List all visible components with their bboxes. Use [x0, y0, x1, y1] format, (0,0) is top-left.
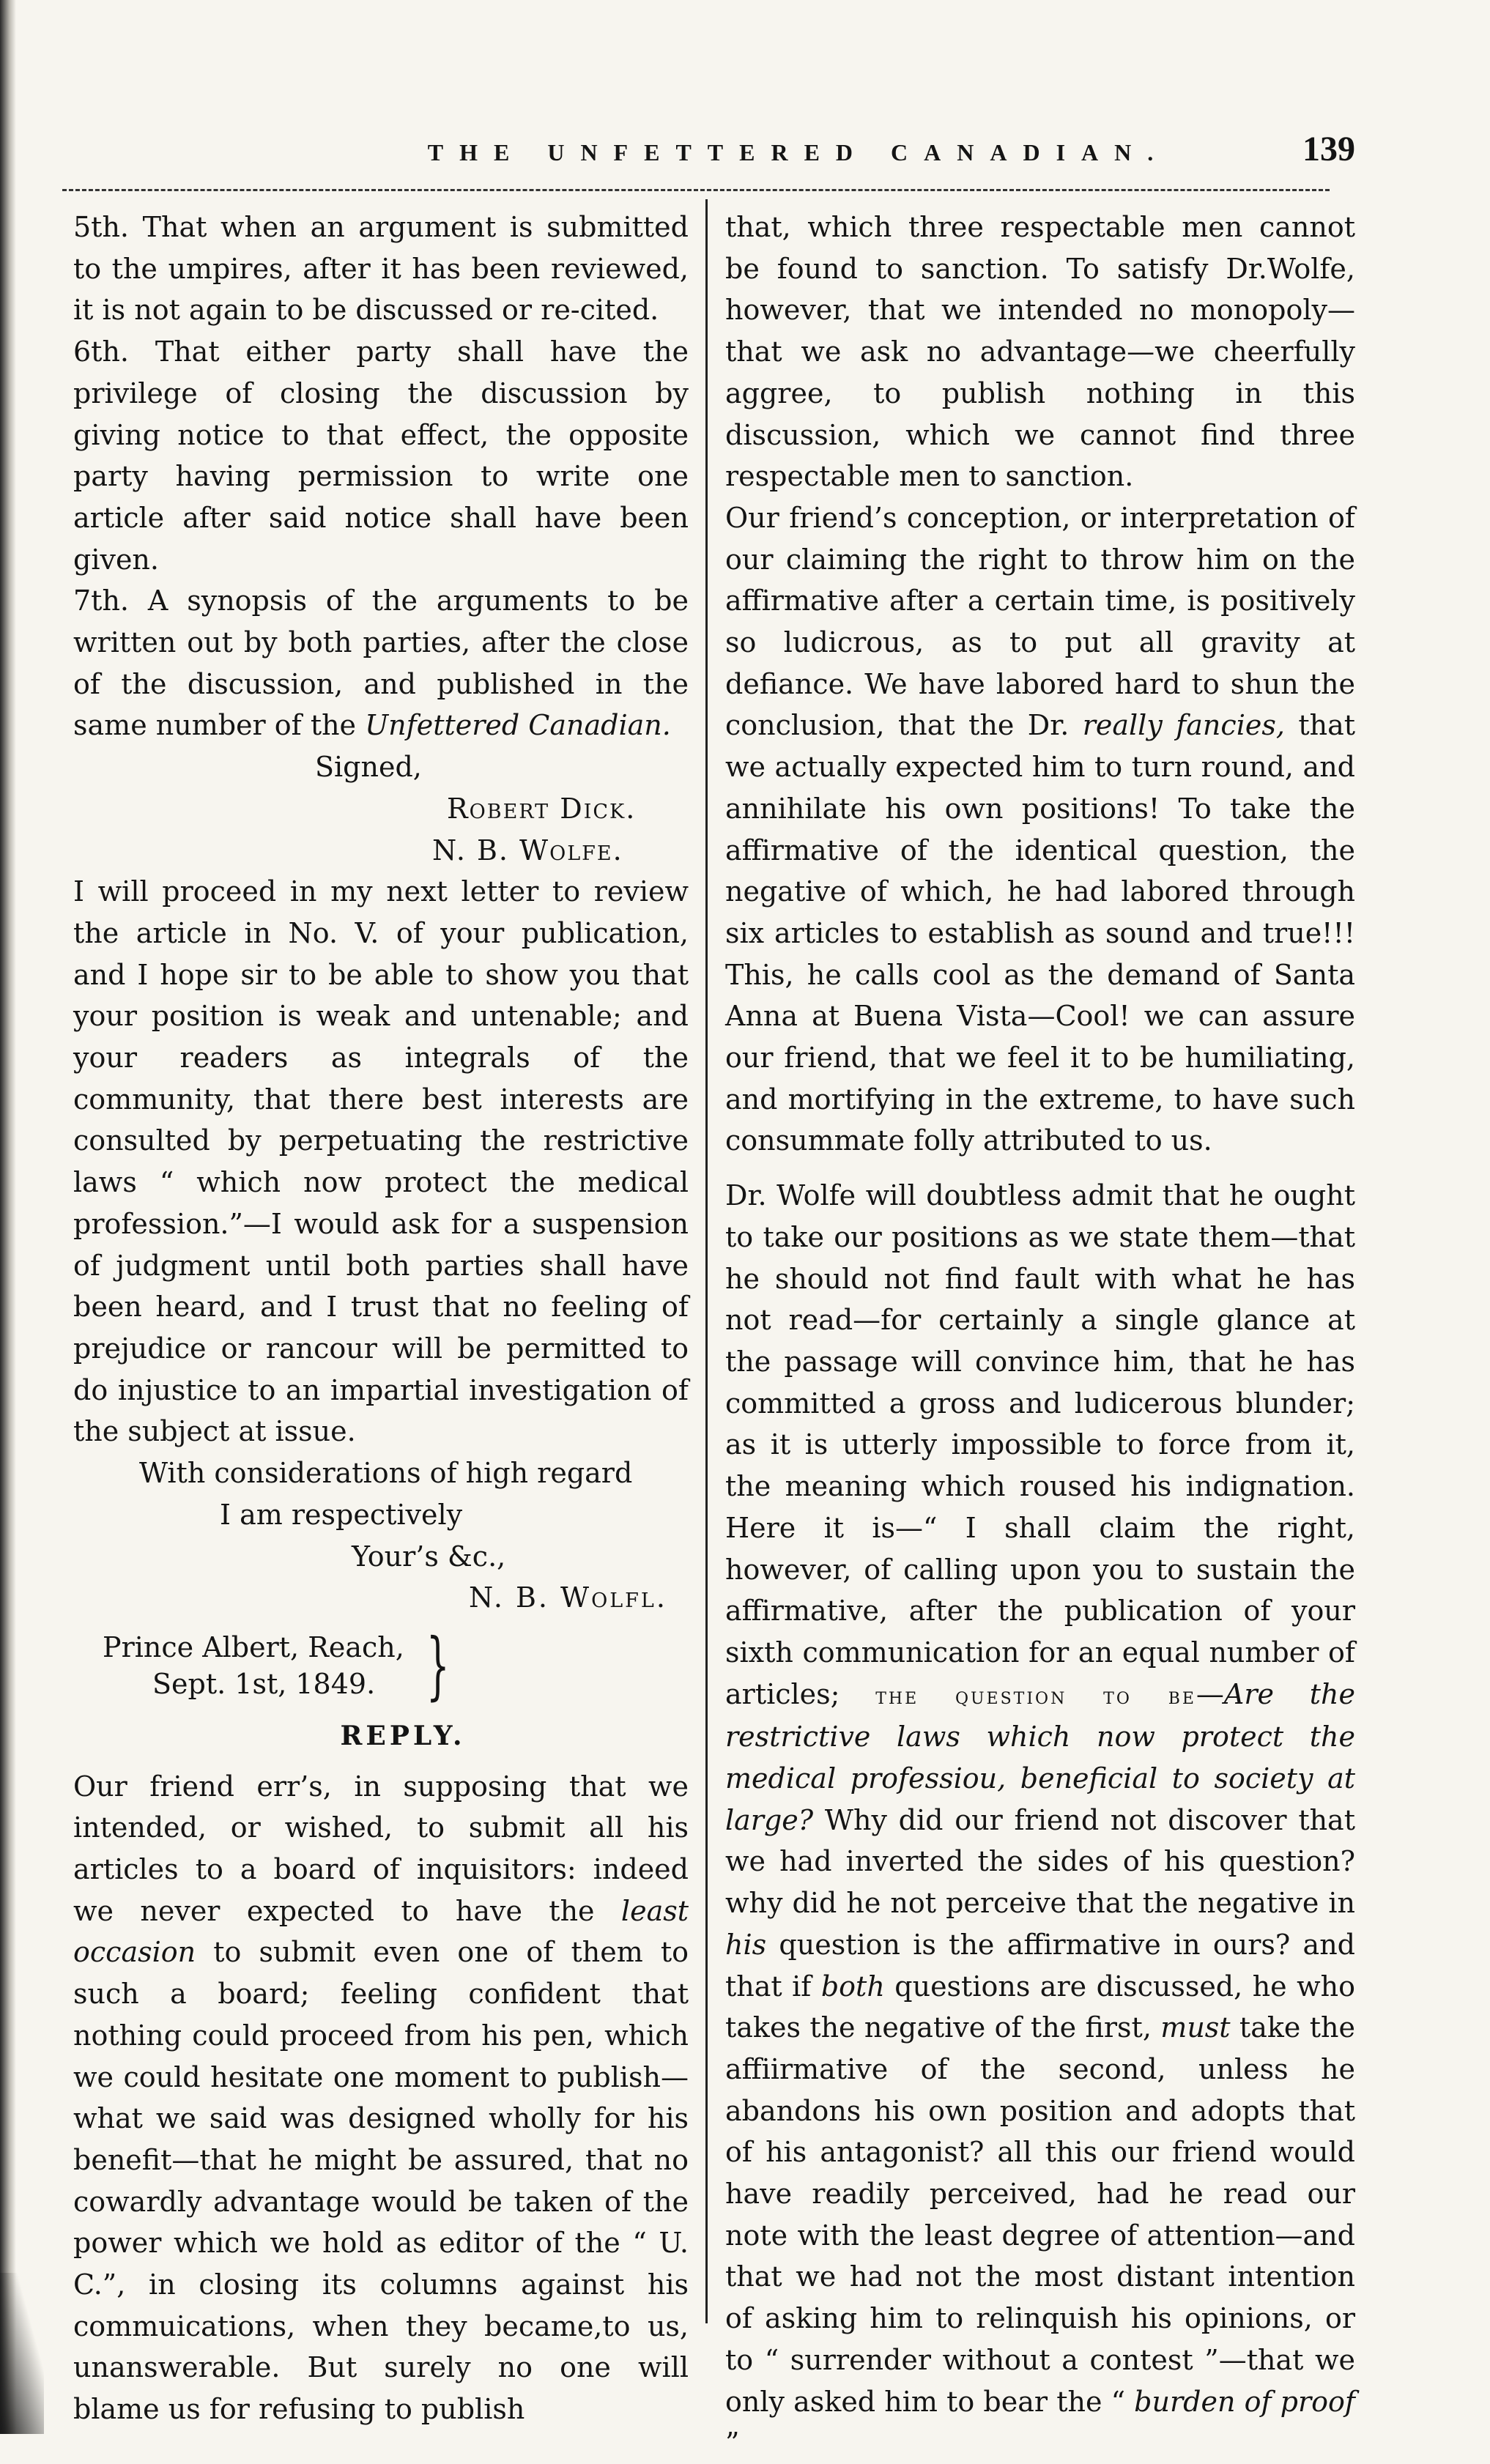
- publication-title: Unfettered Canadian.: [365, 709, 671, 742]
- left-column: [73, 207, 689, 2430]
- header-rule: [62, 189, 1330, 191]
- p3-dash: —: [1196, 1677, 1224, 1710]
- brace-glyph: }: [426, 1622, 450, 1708]
- p2-text-2: that we actually expected him to turn round, and annihilate his own positions! To take the affirmative of the identical question, the negative of which, he had labored through six articles to establish as sound and true!!! This, he calls cool as the demand of Santa Anna at Buena Vista—Cool! we can assure our friend, that we feel it to be humiliating, and mortifying in the extreme, to have such consummate folly attributed to us.: [725, 709, 1356, 1157]
- p2-emphasis: really fancies,: [1082, 709, 1285, 742]
- closing-regards: With considerations of high regard: [139, 1457, 633, 1490]
- reply-heading: REPLY.: [340, 1720, 466, 1751]
- page-number: 139: [1302, 130, 1355, 168]
- p3-emphasis-burden: burden of proof: [1134, 2385, 1355, 2418]
- reply-text-1: Our friend err’s, in supposing that we intended, or wished, to submit all his articles to a board of inquisitors: indeed we never expected to have the: [73, 1770, 689, 1927]
- page-corner-shadow: [0, 2273, 44, 2434]
- closing-yours: Your’s &c.,: [352, 1540, 506, 1573]
- reply-text-2: to submit even one of them to such a board; feeling confident that nothing could proceed from his pen, which we could hesitate one moment to publish—what we said was designed wholly for his benefit—that he might be assured, that no cowardly advantage would be taken of the power which we hold as editor of the “ U. C.”, in closing its columns against his commuications, when they became,to us, unanswerable. But surely no one will blame us for refusing to publish: [73, 1936, 689, 2426]
- place-line: Prince Albert, Reach,: [103, 1630, 404, 1663]
- reply-paragraph: [73, 1766, 689, 2430]
- p3-small-caps: the question to be: [875, 1681, 1196, 1710]
- running-title: THE UNFETTERED CANADIAN.: [427, 139, 1170, 166]
- right-paragraph-2: [725, 497, 1355, 1162]
- p3-text-4: questions are discussed, he who takes the negative of the first,: [725, 1970, 1355, 2044]
- p2-text-1: Our friend’s conception, or interpretation of our claiming the right to throw him on the affirmative after a certain time, is positively so ludicrous, as to put all gravity at defiance. We have labored hard to shun the conclusion, that the Dr.: [725, 501, 1355, 742]
- rule-7-paragraph: [73, 580, 689, 746]
- right-column: [725, 207, 1355, 2464]
- letter-paragraph: I will proceed in my next letter to review the article in No. V. of your publication, and I hope sir to be able to show you that your position is weak and untenable; and your readers as integrals of the community, that there best interests are consulted by perpetuating the restrictive laws “ which now protect the medical profession.”—I would ask for a suspension of judgment until both parties shall have been heard, and I trust that no feeling of prejudice or rancour will be permitted to do injustice to an impartial investigation of the subject at issue.: [73, 875, 689, 1448]
- p3-end-quote: ”: [725, 2427, 740, 2460]
- place-date-block: [73, 1622, 689, 1708]
- p3-question-italic: Are the restrictive laws which now protect the medical professiou, beneficial to society at large?: [725, 1677, 1355, 1836]
- signer-wolfe: N. B. Wolfe.: [432, 834, 623, 867]
- right-paragraph-1: that, which three respectable men cannot be found to sanction. To satisfy Dr.Wolfe, however, that we intended no monopoly—that we ask no advantage—we cheerfully aggree, to publish nothing in this discussion, which we cannot find three respectable men to sanction.: [725, 211, 1355, 493]
- rule-5-paragraph: 5th. That when an argument is submitted to the umpires, after it has been reviewed, it is not again to be discussed or re-cited.: [73, 211, 689, 327]
- reply-emphasis: least occasion: [73, 1894, 689, 1969]
- signed-label: Signed,: [315, 751, 422, 784]
- date-line: Sept. 1st, 1849.: [152, 1667, 376, 1700]
- p3-text-2: Why did our friend not discover that we had inverted the sides of his question? why did he not perceive that the negative in: [725, 1803, 1355, 1920]
- p3-text-3: question is the affirmative in ours? and that if: [725, 1928, 1355, 2003]
- closing-signature: N. B. Wolfl.: [469, 1581, 667, 1614]
- p3-emphasis-both: both: [820, 1970, 885, 2003]
- p3-emphasis-his: his: [725, 1928, 767, 1961]
- p3-text-1: Dr. Wolfe will doubtless admit that he ought to take our positions as we state them—that he should not find fault with what he has not read—for certainly a single glance at the passage will convince him, that he has committed a gross and ludicerous blunder; as it is utterly impossible to force from it, the meaning which roused his indignation. Here it is—“ I shall claim the right, however, of calling upon you to sustain the affirmative, after the publication of your sixth communication for an equal number of articles;: [725, 1179, 1355, 1710]
- rule-7-text: 7th. A synopsis of the arguments to be written out by both parties, after the close of the discussion, and published in the same number of the: [73, 585, 689, 742]
- right-paragraph-3: [725, 1175, 1355, 2464]
- p3-text-5: take the affiirmative of the second, unless he abandons his own position and adopts that of his antagonist? all this our friend would have readily perceived, had he read our note with the least degree of attention—and that we had not the most distant intention of asking him to relinquish his opinions, or to “ surrender without a contest ”—that we only asked him to bear the “: [725, 2011, 1355, 2418]
- column-divider: [705, 199, 708, 2323]
- closing-respectively: I am respectively: [220, 1498, 463, 1531]
- p3-emphasis-must: must: [1160, 2011, 1231, 2044]
- signer-robert-dick: Robert Dick.: [447, 792, 637, 825]
- page-header: [183, 130, 1355, 183]
- rule-6-paragraph: 6th. That either party shall have the privilege of closing the discussion by giving notice to that effect, the opposite party having permission to write one article after said notice shall have been given.: [73, 335, 689, 576]
- page-edge-shadow: [0, 0, 16, 2434]
